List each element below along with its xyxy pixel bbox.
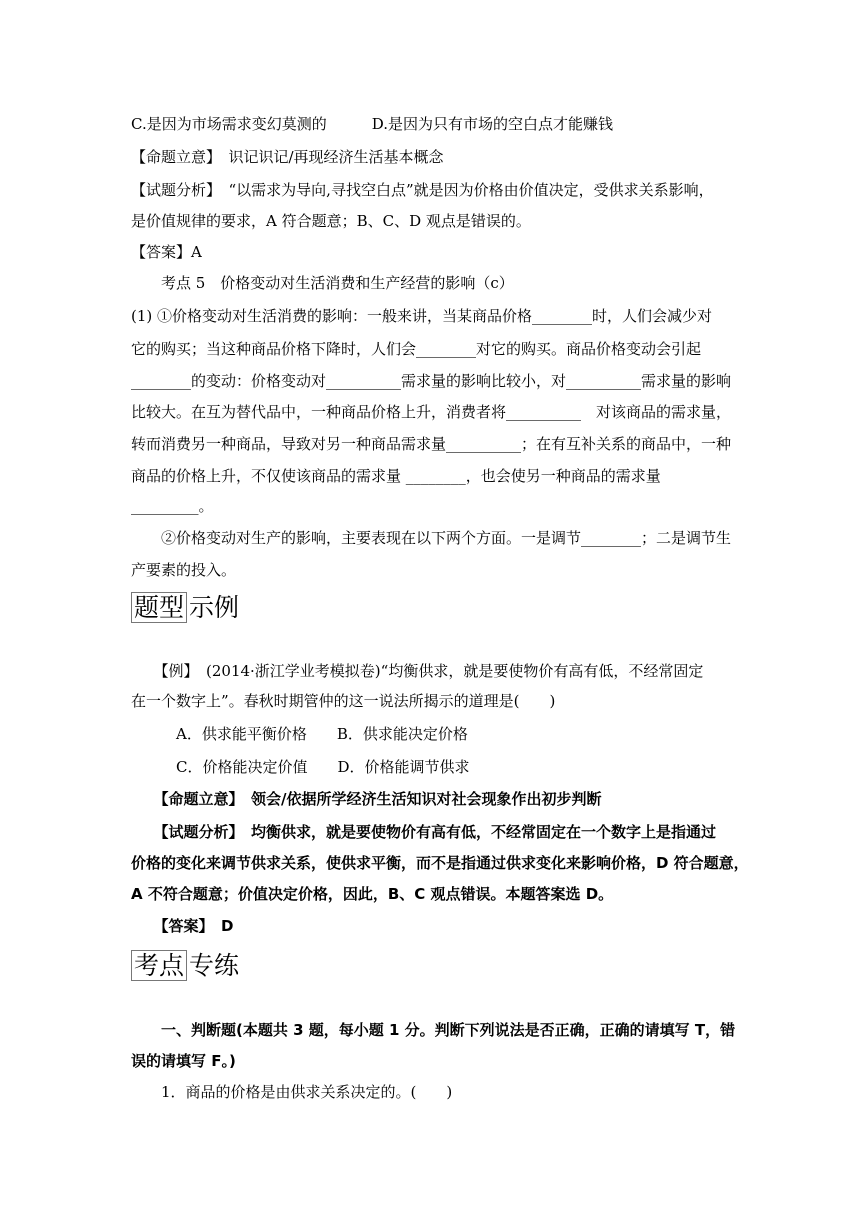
example-proposition-intent: 【命题立意】 领会/依据所学经济生活知识对社会现象作出初步判断 — [131, 790, 602, 808]
example-analysis-line-3: A 不符合题意；价值决定价格，因此，B、C 观点错误。本题答案选 D。 — [131, 885, 614, 903]
section-heading-text: 专练 — [189, 951, 240, 980]
example-question-line-1: 【例】 (2014·浙江学业考模拟卷)“均衡供求，就是要使物价有高有低，不经常固定 — [131, 662, 704, 680]
section-heading-text: 示例 — [189, 593, 240, 622]
section-heading-examples — [131, 593, 239, 623]
analysis-line-1: 【试题分析】 “以需求为导向,寻找空白点”就是因为价格由价值决定，受供求关系影响， — [131, 181, 714, 199]
fill-line-8: ②价格变动对生产的影响，主要表现在以下两个方面。一是调节________；二是调节生 — [131, 529, 732, 547]
example-answer: 【答案】 D — [131, 917, 234, 935]
fill-line-1: (1) ①价格变动对生活消费的影响：一般来讲，当某商品价格________时，人们会减少对 — [131, 307, 713, 325]
fill-line-7: _________。 — [131, 497, 214, 515]
topic-5-heading: 考点 5 价格变动对生活消费和生产经营的影响（c） — [131, 274, 514, 292]
fill-line-5: 转而消费另一种商品，导致对另一种商品需求量__________；在有互补关系的商品中，一种 — [131, 435, 732, 453]
fill-line-4: 比较大。在互为替代品中，一种商品价格上升，消费者将__________ 对该商品的需求量， — [131, 403, 732, 421]
example-analysis-line-1: 【试题分析】 均衡供求，就是要使物价有高有低，不经常固定在一个数字上是指通过 — [131, 823, 717, 841]
fill-line-2: 它的购买；当这种商品价格下降时，人们会________对它的购买。商品价格变动会引起 — [131, 340, 702, 358]
analysis-line-2: 是价值规律的要求，A 符合题意；B、C、D 观点是错误的。 — [131, 212, 531, 230]
fill-line-9: 产要素的投入。 — [131, 561, 237, 579]
option-line-cd: C.是因为市场需求变幻莫测的 D.是因为只有市场的空白点才能赚钱 — [131, 115, 613, 133]
judgment-heading-line-1: 一、判断题(本题共 3 题，每小题 1 分。判断下列说法是否正确，正确的请填写 T，错 — [131, 1021, 736, 1039]
proposition-intent: 【命题立意】 识记识记/再现经济生活基本概念 — [131, 148, 444, 166]
section-heading-box: 题型 — [131, 592, 187, 623]
fill-line-3: ________的变动：价格变动对__________需求量的影响比较小，对__________需求量的影响 — [131, 372, 732, 390]
example-question-line-2: 在一个数字上”。春秋时期管仲的这一说法所揭示的道理是( ) — [131, 692, 556, 710]
example-analysis-line-2: 价格的变化来调节供求关系，使供求平衡，而不是指通过供求变化来影响价格，D 符合题意， — [131, 854, 749, 872]
answer-line: 【答案】A — [131, 243, 202, 261]
example-options-ab: A．供求能平衡价格 B．供求能决定价格 — [131, 725, 468, 743]
section-heading-practice — [131, 951, 239, 981]
judgment-heading-line-2: 误的请填写 F。) — [131, 1052, 236, 1070]
judgment-question-1: 1．商品的价格是由供求关系决定的。( ) — [131, 1083, 453, 1101]
fill-line-6: 商品的价格上升，不仅使该商品的需求量 ________，也会使另一种商品的需求量 — [131, 467, 661, 485]
example-options-cd: C．价格能决定价值 D．价格能调节供求 — [131, 758, 470, 776]
section-heading-box: 考点 — [131, 950, 187, 981]
